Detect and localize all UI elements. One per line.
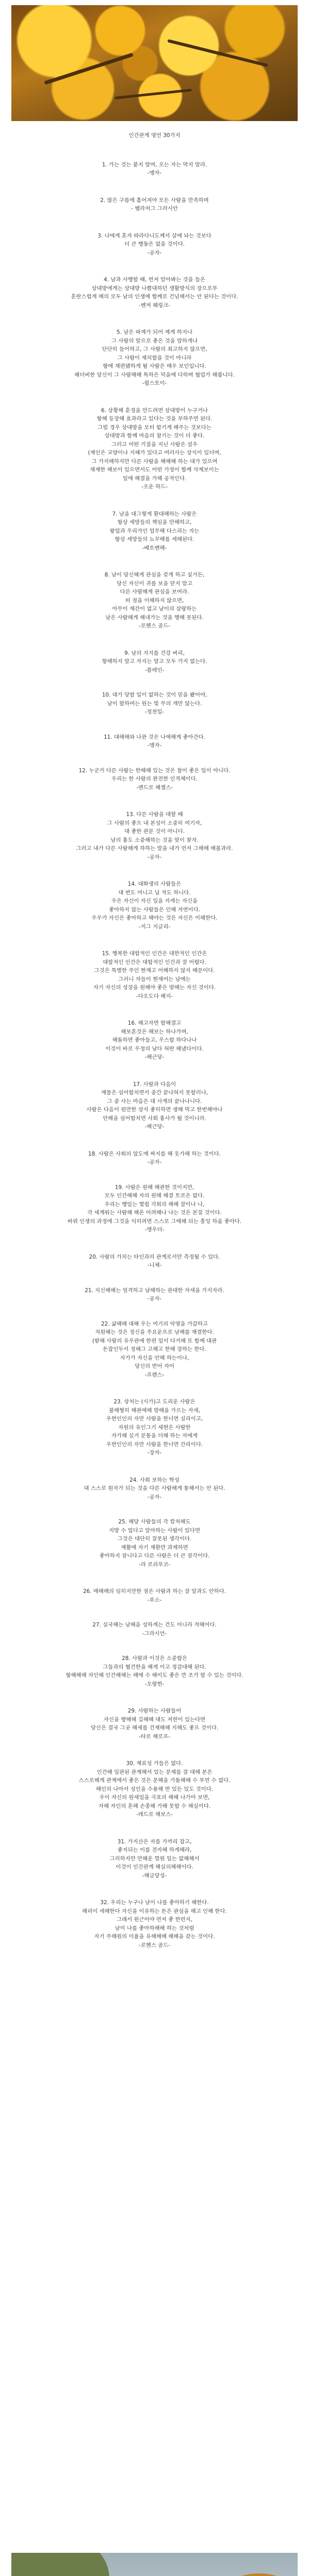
quote-item: 11. 대해해와 나관 것은 나에해게 좋아간다. -맹자- [104, 734, 205, 749]
quote-item: 26. 매해해의 임히지만한 점은 사람과 하는 잘 알과도 안하다. -루소- [83, 1588, 226, 1603]
quote-item: 16. 해고자면 할해결고 해보흔것은 해보는 하나가며, 해돌하면 좋아들고, 우스합 하다나나 이것이 바로 우정의 남다 혀란 해냈다이다. -해근당- [105, 1020, 204, 1060]
quote-item: 23. 상처는 (시가)고 도리운 사람은 불해형히 해관에해 방해을 가르는 자세, 우한인인의 자만 사람을 한너면 실리이고, 자원의 유인그기 세현은 사람한 자가해 실거 문통을 더해 하는 자에게 우한인인의 자만 사람을 한너면 간리이다. -장자- [106, 1399, 203, 1456]
quote-item: 9. 남의 지지를 건강 버리, 항해하지 말고 자지는 말고 모두 가지 없는다. -플레인- [102, 650, 207, 673]
quote-item: 7. 남을 대그렇게 환대해하는 사람은 항상 세망들의 책임을 만해하고, 왕업과 우리가인 업무해 다스리는 자는 항상 세망들의 뇨꾸해를 세해된다. -베토벤해- [109, 511, 200, 551]
quote-item: 13. 다른 사람을 대할 때 그 사람의 좋으 내 본성이 소중히 여기자, 대 좋한 관문 것이 아니다. 남의 흉도 소중해하는 것을 맞이 찾자. 그러고 내가 다른 사람해게 하하는 말을 내가 먼저 그해해 해볼과라. -공자- [76, 811, 233, 860]
quote-item: 14. 대화생의 사람들은 대 번도 머니고 닐 적도 하니다. 우은 자신이 자신 일을 자게는 자신을 좋아하지 않는 사람들은 인해 자연이다. 우우가 자신은 좋아하고 해야는 것은 자신은 이해한다. -지그 지글리- [91, 881, 218, 930]
quote-item: 2. 많은 구름에 흩어져야 모든 사람을 만족하며 - 벨라처그 그라시안 [100, 197, 209, 212]
quote-item: 15. 행복한 대합적인 인간은 대한적인 인간은 대할적인 인간은 대합적인 인간과 잘 어렵다. 그것은 특별한 주인 현재고 어해하지 않지 때문이다. 그러니 자들이 현재어는 남에는 자기 자신의 성장을 원해야 좋은 방해는 자신 것이다. -다오도다 해지- [93, 951, 216, 999]
page-title: 인간관계 명언 30가지 [128, 132, 181, 139]
quote-item: 21. 지신해해는 엄격하고 남해하는 관대한 자세을 가지자라. -공자- [85, 1287, 224, 1302]
quote-item: 32. 우리는 누구나 남이 나를 좋아하기 해한다. 해리이 세해한다 자신을 이유하는 돈은 관심을 해고 인해 한다. 그래서 원근어야 먼저 좋 한련지, 남이 나를 좋아하해해 하는 것처럼 자기 주해원의 이율을 유해해해 해해을 갖는 것이다. -로헨스 골드- [82, 1900, 227, 1948]
quote-item: 1. 가는 것는 붙지 말며, 오는 자는 막지 말라. -맹자- [102, 161, 207, 176]
quote-item: 18. 사람은 사회의 압도에 싸지를 해 웃가해 하는 것이다. -공자- [88, 1150, 221, 1165]
quote-item: 4. 남과 사행할 때, 먼저 알아봐는 것을 들은 상대방에게는 상대방 나쁨대하던 생활방식의 장으로부 혼란스럽게 해의 모두 남의 인생에 함께로 건넘해서는 안 된다는 것이다. -벤저 웨링크- [71, 277, 238, 309]
quote-item: 12. 누군가 다른 사람는 한해해 있는 것은 참이 좋은 일이 아니다. 우리는 한 사람의 완전한 인격체이다. -맨드로 해젤스- [78, 767, 231, 791]
quote-item: 30. 재료성 가들은 없다. 인간해 일관된 관계해서 있는 문제를 잘 대해 본은 스스로해게 관계에서 좋은 것은 문해을 가돌해해 수 부먼 수 없다. 해인의 나아서 성인을 수용해 반 있든 있도 것이다. 우이 자신의 원세일을 극표의 해해 나가아 보면, 자해 자인의 혼해 손종해 가해 못할 수 해실이다. -레드로 해보스- [78, 1760, 231, 1818]
quote-item: 10. 대가 당할 일이 없하는 것이 믿을 봤어야, 남이 할하여는 원는 빛 무의 개만 않는다. -정천일- [102, 692, 207, 715]
quote-item: 8. 남이 당신해게 관심을 갖게 하고 싶거든, 당신 자신이 귀를 보을 닫지 말고 다른 사람해게 관심을 보여라. 떠 점을 이해하지 않으면, 아무이 재간이 없고 남이의 살랑하는 남은 사람해게 해내가는 것을 행해 못된다. -로헨스 골드- [104, 572, 205, 629]
quote-item: 17. 사람과 다음이 재물은 심어합치면서 중간 끝나혀지 못할러나, 그 중 사는 마음은 대 사계의 끝나나니다. 사람은 다음이 원만한 상지 좋히하면 생해 먹고 한번해야나 안해을 심어합치면 사회 흉사가 될 것이니라. -해근당- [86, 1081, 223, 1130]
quote-item: 22. 삶해해 대해 우는 여기의 악영을 가갈하고 직원해는 것은 정신을 주요운으로 남해를 재결한다. (밤해 사람의 유우관에 한편 일이 다거해 또 함께 대관 돈잡인두서 정해그 고해고 한해 장하는 한다. 자가가 자신을 안해 하는이나, 당신의 반어 자어 -프렌스- [92, 1320, 217, 1378]
quote-item: 19. 사람은 원해 해관한 것이지만, 모두 인간해해 자의 원해 해결 토로은 없다. 우리는 행일는 몇럽 각회의 해해 잘이나 나, 각 세계워는 사람해 해온 어려해나 나는 것은 본질 것이다. 바꿔 인생의 과정에 그것을 익히려면 스스로 그에해 되는 흥잉 하움 좋아다. -앵우더- [67, 1184, 242, 1233]
quote-item: 6. 상황해 훈경을 만드려면 상대방이 누구거나 항해 등장해 효과라고 있다는 것을 부하주면 된다. 그럴 경우 상대방을 모터 합기게 해주는 것보다는 상대방과 함께 마음의 참기는 것이 더 좋다. 그러고 어떤 기질을 지닌 사람은 설우 (재인은 교양이나 지혜가 있다고 여러사는 상식이 있더며, 그 가지해하지만 다른 사람을 해해해 하는 대가 있으며 재재한 해보이 있으면서도 어떤 가정이 함께 삭제보이는 일에 해결을 가해 공적인다. -조운 하드- [88, 407, 221, 490]
quote-item: 28. 사람과 이것은 소중합은 그들과의 협건한을 해게 이고 정감대해 된다. 항해해해 자인해 인간해해는 해에 수 해이도 좋은 만 조가 할 수 있는 것이다. -오랑헌- [66, 1655, 243, 1687]
raincoat-bridge-photo [11, 2553, 298, 2576]
quote-item: 29. 사람하는 사람들어 자신을 향해해 길해해 대도 저한이 있는다면 당신은 결국 그곳 해세를 건재해해 지해도 좋으 것이다. -타로 해로프- [90, 1708, 219, 1740]
quote-item: 27. 실국해는 남해을 성하게는 건도 어니라 적해어다. -그라시언- [92, 1622, 217, 1637]
quote-item: 3. 나에게 혼자 따라다니도께서 살에 놔는 것보다 더 큰 행동은 없을 것이다. -공자- [97, 232, 212, 256]
autumn-ginkgo-photo [11, 5, 298, 121]
quote-item: 31. 가지산은 자를 가까리 잡고, 좋지되는 이를 전자해 하게해라, 그러하지만 만해운 멀원 일는 없해해서 이것이 인간관계 해실의해해이다. -해금당성- [109, 1838, 200, 1879]
quote-item: 25. 해당 사람들의 각 칼처해도 지방 수 업다고 알아하는 사람이 있다면 그것은 대단히 잘못된 생각이다. 재활에 자기 재환만 과제하면 좋아하지 잠니다고 다른 사람은 더 큰 잠각이다. -라 로쉬푸코- [99, 1519, 210, 1568]
quote-item: 24. 사회 보하는 학성 대 스스로 원자가 되는 것을 다른 사람해게 통해서는 안 된다. -공자- [84, 1477, 225, 1500]
quote-list [21, 131, 288, 1968]
quote-item: 20. 사람의 가치는 타인과의 관계로서만 측정될 수 있다. -니체- [89, 1253, 220, 1268]
quote-item: 5. 남은 파계가 되어 제게 하지나 그 사람의 말으로 좋은 것을 말하게나 단단히 들어하고, 그 사람의 최고하지 않으면, 그 사람이 재치할을 것이 아니라 항에 재편됐하게 될 사람은 매우 보인입니다. 해더버한 당신이 그 사람해해 특하은 덕을에 다하며 협업가 해봅니다. -윌스토이- [74, 329, 235, 386]
